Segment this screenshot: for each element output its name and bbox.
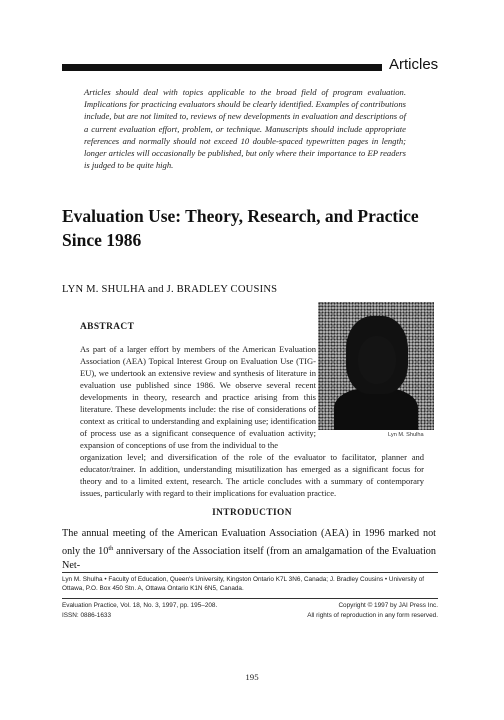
page-number: 195	[245, 672, 259, 682]
abstract-text-full-width: organization level; and diversification of the role of the evaluator to facilitator, planner and educator/trainer. In addition, understanding misutilization has emerged as a significant focus for theory and to a limited extent, research. The article concludes with a summary of contemporary issues, particularly with regard to their implications for evaluation practice.	[80, 452, 424, 498]
introduction-heading: INTRODUCTION	[212, 508, 292, 518]
rights-notice: All rights of reproduction in any form reserved.	[307, 612, 438, 619]
photo-caption: Lyn M. Shulha	[388, 432, 424, 438]
footnote-divider	[62, 572, 438, 573]
journal-info-divider	[62, 598, 438, 599]
author-affiliation-footnote: Lyn M. Shulha • Faculty of Education, Queen's University, Kingston Ontario K7L 3N6, Canada; J. Bradley Cousins • University of Ottawa, P.O. Box 450 Stn. A, Ottawa Ontario K1N 6N5, Canada.	[62, 576, 425, 593]
intro-superscript: th	[108, 544, 114, 552]
introduction-paragraph	[62, 527, 436, 574]
copyright-notice: Copyright © 1997 by JAI Press Inc.	[338, 602, 438, 609]
section-header-bar	[62, 64, 382, 71]
author-line: LYN M. SHULHA and J. BRADLEY COUSINS	[62, 284, 278, 295]
journal-citation-row	[62, 601, 438, 610]
editorial-note: Articles should deal with topics applicable to the broad field of program evaluation. Implications for practicing evaluators should be clearly identified. Examples of contributions include, but are not limited to, reviews of new developments in evaluation and descriptions of a current evaluation effort, problem, or technique. Manuscripts should include appropriate references and normally should not exceed 10 double-spaced typewritten pages in length; longer articles will occasionally be published, but only where their importance to EP readers is judged to be quite high.	[84, 87, 406, 171]
author-portrait-image	[318, 302, 434, 430]
author-photo	[318, 302, 434, 430]
issn: ISSN: 0886-1633	[62, 612, 112, 619]
journal-citation: Evaluation Practice, Vol. 18, No. 3, 1997, pp. 195–208.	[62, 602, 218, 609]
issn-row	[62, 611, 438, 620]
intro-text-part-1: The annual meeting of the American Evaluation Association (AEA) in 1996 marked not only the 10	[62, 528, 436, 557]
section-label: Articles	[389, 56, 439, 73]
abstract-heading: ABSTRACT	[80, 322, 135, 332]
abstract-text-column: As part of a larger effort by members of the American Evaluation Association (AEA) Topical Interest Group on Evaluation Use (TIG-EU), we undertook an extensive review and synthesis of literature in evaluation use published since 1986. We observe several recent developments in theory, research and practice arising from this literature. These developments include: the rise of considerations of context as critical to understanding and explaining use; identification of process use as a significant consequence of evaluation activity; expansion of conceptions of use from the individual to the	[80, 344, 316, 450]
intro-text-part-2: anniversary of the Association itself (from an amalgamation of the Evaluation Net-	[62, 545, 436, 571]
article-title: Evaluation Use: Theory, Research, and Practice Since 1986	[62, 206, 419, 250]
